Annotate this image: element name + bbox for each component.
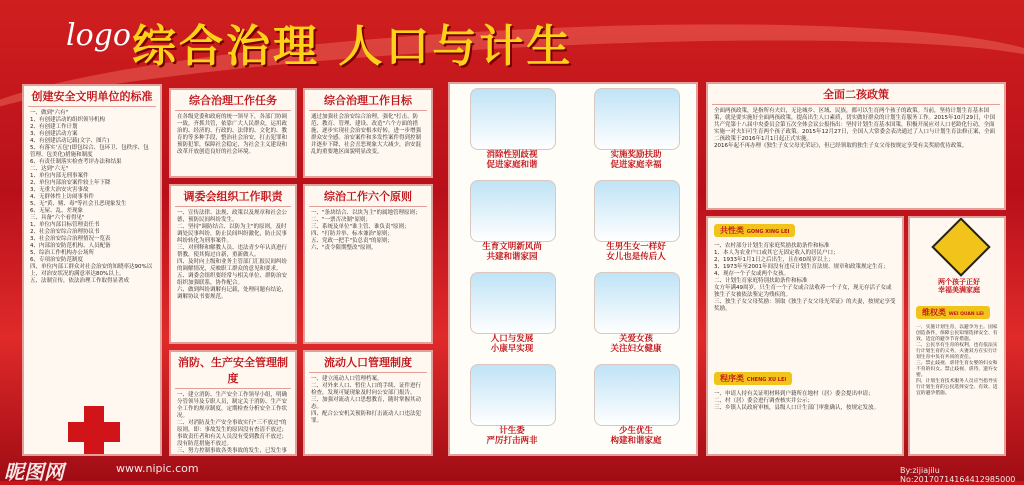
panel-tasks [169,88,297,178]
watermark-url: www.nipic.com [116,462,199,475]
panel-six-principles [303,184,433,344]
panel-floating-population [303,350,433,456]
panel-title: 综合治理工作目标 [309,90,427,111]
sun-family-illustration [594,364,680,426]
red-cross-illustration [68,406,120,456]
watermark-id: By:zijiajilu No:20170714164412985000 [900,466,1016,484]
panel-title: 创建安全文明单位的标准 [28,86,156,107]
logo: logo [66,18,131,53]
panel-body: 全面两孩政策，是指所有夫妇，无论城乡、区域、民族，都可以生育两个孩子的政策。当前，坚持计划生育基本国策，就是要实施好全面两孩政策，提高出生人口素质，切实做好群众的计划生育服务工作。2015年10月29日，中国共产党第十八届中央委员会第五次全体会议公报指出：坚持计划生育基本国策，积极开展应对人口老龄化行动，全面实施一对夫妇可生育两个孩子政策。2015年12月27日，全国人大常委会表决通过了人口与计划生育法修正案，全面二孩政策于2016年1月1日起正式实施。 2016年起不再办理《独生子女父母光荣证》，但已经领取的独生子女父母按规定享受有关奖励优待政策。 [714,108,995,149]
page-title: 综合治理 人口与计生 [132,21,574,72]
panel-body: 一、农村部分计划生育家庭奖励扶助条件和标准 1、本人为农业户口或其它无固定收入的居民户口； 2、1933年1月1日之后出生，且在60周岁以上； 3、1973年至2001年间没有违反计划生育法规、规章和政策规定生育； 4、现存一个子女或两个女孩。 二、计划生育家庭特别扶助条件和标准 女方年满49周岁，只生育一个子女或合法收养一个子女，现无存活子女或独生子女被依法鉴定为残疾的。 三、独生子女父母奖励：领取《独生子女父母光荣证》的夫妻，按规定享受奖励。 [714,243,896,312]
section-tag: 程序类 CHENG XU LEI [714,372,792,385]
panel-benefits [706,216,904,456]
illustration-caption: 关爱女孩 关注妇女健康 [610,334,662,354]
panel-safety-standard [22,84,162,456]
illustration-card [580,270,692,362]
panel-goals [303,88,433,178]
panel-mediation-duties [169,184,297,344]
family-illustration [470,272,556,334]
illustration-card [580,362,692,454]
illustration-caption: 两个孩子正好 幸福美满家庭 [938,278,980,294]
panel-illustrations [448,82,698,456]
section-tag: 维权类 WEI QUAN LEI [916,306,990,319]
panel-title: 消防、生产安全管理制度 [175,352,291,389]
illustration-card [456,86,568,178]
illustration-caption: 计生委 严厉打击两非 [486,426,538,446]
panel-rights [908,216,1006,456]
illustration-card [456,270,568,362]
illustration-card [456,362,568,454]
panel-title: 综治工作六个原则 [309,186,427,207]
illustration-card [580,86,692,178]
family-illustration [470,88,556,150]
illustration-caption: 消除性别歧视 促进家庭和谐 [486,150,538,170]
panel-body: 通过加强社会治安综合治理，强化"打击、防范、教育、管理、建设、改造"六个方面的措施，逐步实现社会治安根本好转，进一步增强群众安全感。治安案件和多发性案件得到控制并逐步下降，社会丑恶现象大大减少，治安混乱的重要地区面貌明显改变。 [311,114,422,155]
panel-body: 一、建立消防、生产安全工作领导小组，明确分管领导及专职人员，制定关于消防、生产安全工作的规章制度。定期检查分析安全工作状况。 二、对消防及生产安全事故实行"三不放过"的原则，即：事故发生的原因没有查清不放过；事故责任者和有关人员没有受到教育不放过；没有防范措施不放过。 三、努力控制事故各类事故的发生，已发生事 [177,392,288,454]
road-sign-illustration [931,217,990,276]
illustration-card [580,178,692,270]
panel-body: 一、建立流动人口管理档案。 二、对外来人口、暂住人口的手续、证件进行检查，发现可疑现象及时向公安部门报告。 三、加强对流动人口思想教育，随时掌握其动态。 四、配合公安机关预防和打击流动人口违法犯罪。 [311,376,422,424]
panel-title: 流动人口管理制度 [309,352,427,373]
panel-body: 一、实施计划生育，以避孕为主。国家创造条件，保障公民知情选择安全、有效、适宜的避孕节育措施。 二、公民享有生育的权利，也有依法实行计划生育的义务，夫妻双方在实行计划生育中负有共同的责任。 三、禁止歧视、虐待生育女婴的妇女和不育的妇女。禁止歧视、虐待、遗弃女婴。 四、计划生育技术服务人员应当指导实行计划生育的公民选择安全、有效、适宜的避孕措施。 [916,325,998,396]
mother-child-illustration [594,272,680,334]
family-illustration [470,180,556,242]
illustration-caption: 实施奖励扶助 促进家庭幸福 [610,150,662,170]
panel-title: 全面二孩政策 [712,84,1000,105]
panel-body: 一、宣传法律、法规、政策以及规章和社会公德，预防民间纠纷发生。 二、坚持"调防结合、以防为主"的原则，及时调处民事纠纷，防止民间纠纷激化，防止民事纠纷转化为刑事案件。 三、对刑释和解教人员、违法青少年认真进行帮教，使其悔过自新，重新做人。 四、及时向上级和业务主管部门汇报民间纠纷的调解情况，反映职工群众的意见和要求。 五、调委会组织要经常与相关单位、群防治安组织加强联系，协作配合。 六、做到纠纷调解有记载，处理问题有结论，调解协议书要规范。 [177,210,288,300]
panel-title: 综合治理工作任务 [175,90,291,111]
illustration-caption: 人口与发展 小康早实现 [490,334,534,354]
panel-body: 一、做到"六有" 1、有创建活动的组织领导机构 2、有创建工作计划 3、有创建活动方案 4、有创建活动记载(文字、图片) 5、有落实'五包'(即包综合、包环卫、包秩序、包管理、包美化)措施和制度 6、有责任制落实检查考评办法和结果 二、达到"六无" 1、单位内部无刑事案件 2、单位内部治安案件较上年下降 3、无重大治安灾害事故 4、无群体性上访闹事事件 5、无"黄、赌、毒"等社会丑恶现象发生 6、无屋、乱、差现象 三、具备"六个看得见" 1、单位内部目标管理责任书 2、社会治安综合治理协议书 3、社会治安综合治理情况一览表 4、内部治安防范机构、人员配备 5、综治工作机构办公场所 6、专项治安防范制度 四、单位内部工群众对社会治安的知晓率达90%以上，对治安状况的满意率达80%以上。 五、法制宣传，依法治理工作取得显著成 [30,110,153,284]
illustration-caption: 生男生女一样好 女儿也是传后人 [606,242,666,262]
panel-two-child-policy [706,82,1006,210]
illustration-card [456,178,568,270]
illustration-caption: 少生优生 构建和谐家庭 [610,426,662,446]
section-tag: 共性类 GONG XING LEI [714,224,795,237]
panel-body: 一、申请人持有关证明材料到户籍所在地村（居）委会提出申请； 二、村（居）委会进行调查核实并公示； 三、乡镇人民政府审核，县级人口计生部门审批确认，按规定发放。 [714,391,880,411]
panel-body: 在各级党委和政府的统一领导下，各部门协调一致，齐抓共管，依靠广大人民群众，运用政治的、经济的、行政的、法律的、文化的、教育的等多种手段，整治社会治安，打击犯罪和预防犯罪，保障社会稳定，为社会主义建设和改革开放创造良好的社会环境。 [177,114,288,155]
house-illustration [594,180,680,242]
watermark: 昵图网 [4,460,64,484]
officer-illustration [470,364,556,426]
family-illustration [594,88,680,150]
panel-title: 调委会组织工作职责 [175,186,291,207]
illustration-caption: 生育文明新风尚 共建和谐家园 [482,242,542,262]
panel-body: 一、"条块结合、以块为主"的属地管理原则； 二、"一票否决制"原则； 三、系统及单位"谁主管、谁负责"原则； 四、"打防并举、标本兼治"原则； 五、党政一把手"负总责"的原则； 六、"责令限期整改"原则。 [311,210,421,251]
panel-fire-safety [169,350,297,456]
